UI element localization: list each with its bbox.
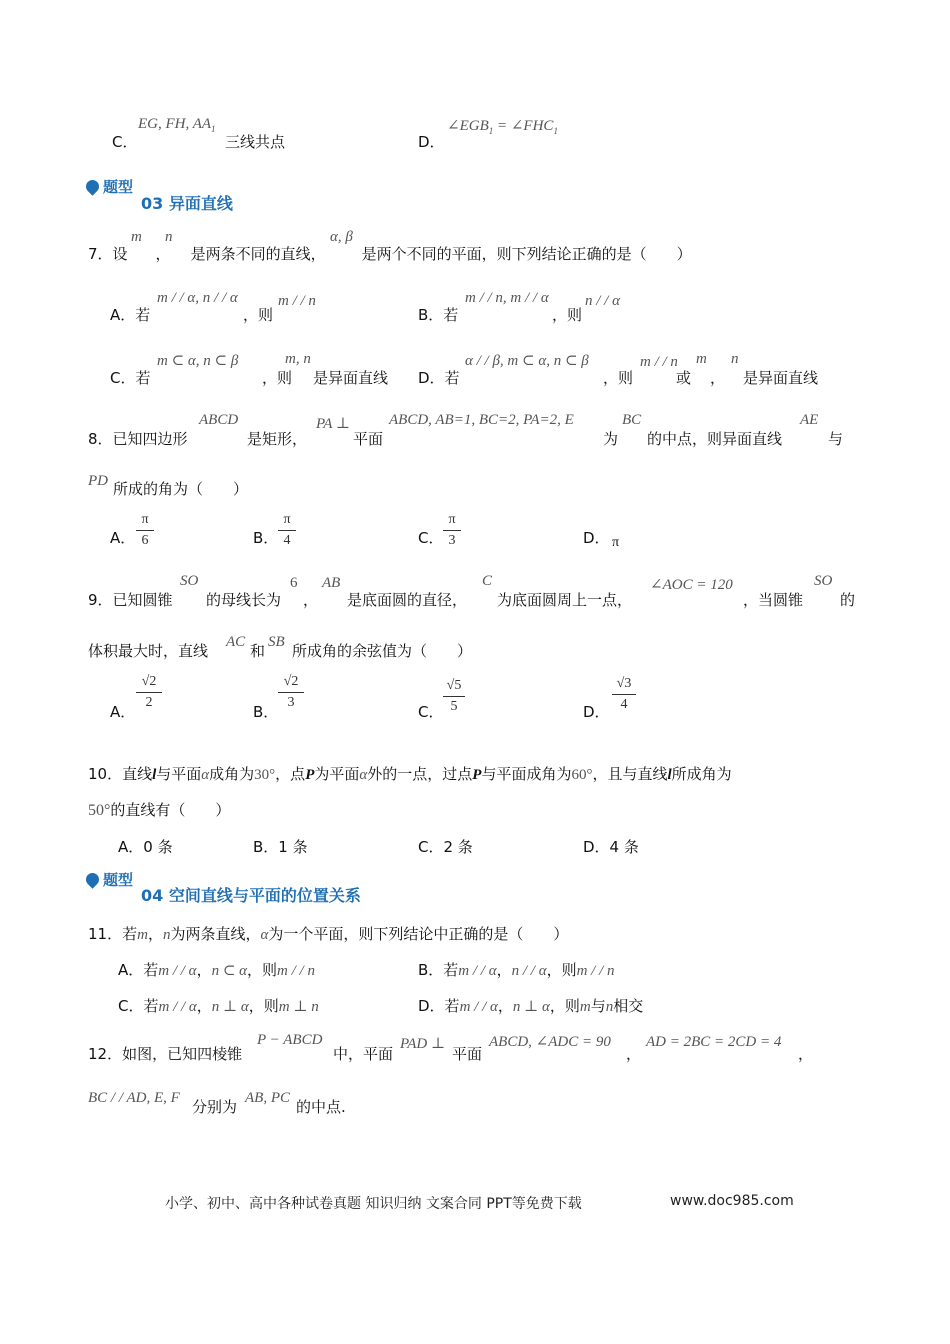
fraction-bar: [278, 530, 296, 531]
math: m: [696, 351, 707, 367]
math: P: [305, 767, 315, 783]
math: α: [260, 927, 269, 943]
math: n: [162, 927, 171, 943]
fraction-den: 4: [283, 533, 291, 548]
math: PAD ⊥: [400, 1036, 446, 1052]
q-text: 是底面圆的直径，: [347, 591, 468, 609]
option-d: [418, 995, 643, 1016]
question-7: [88, 243, 692, 264]
option-text: 是异面直线: [313, 369, 389, 387]
math: ABCD, ∠ADC = 90: [489, 1034, 611, 1050]
option-text: ，则: [603, 369, 634, 387]
math: 6: [290, 575, 298, 591]
q-text: 的: [840, 591, 856, 609]
option-b: B．: [253, 703, 279, 721]
footer-text: 小学、初中、高中各种试卷真题 知识归纳 文案合同 PPT等免费下载: [165, 1196, 582, 1212]
fraction-num: √5: [446, 678, 462, 693]
option-value: π: [612, 535, 620, 550]
q-text: 外的一点，过点: [367, 765, 473, 783]
section-tag-label: 题型: [103, 178, 134, 196]
fraction-num: √2: [141, 674, 157, 689]
option-label: A．若: [110, 306, 151, 324]
q-text: ，: [303, 591, 319, 609]
q-text: 与: [828, 430, 844, 448]
fraction-bar: [136, 530, 154, 531]
q-text: 是矩形，: [247, 430, 308, 448]
section-title: 03 异面直线: [141, 194, 233, 213]
math: m / / n: [640, 354, 678, 370]
math: PA ⊥: [316, 416, 350, 432]
footer-link[interactable]: www.doc985.com: [670, 1193, 794, 1209]
option-text: 三线共点: [225, 133, 286, 151]
option-b: B．若: [418, 306, 459, 324]
q-num: 12．如图，已知四棱锥: [88, 1045, 243, 1063]
option-a: [118, 959, 315, 980]
fraction: [443, 512, 461, 549]
q-text: 为: [603, 430, 619, 448]
option-label: D．若: [418, 997, 460, 1015]
q-num: 10．直线: [88, 765, 153, 783]
q-text: 为底面圆周上一点，: [497, 591, 633, 609]
fraction: [136, 674, 162, 711]
q-text: 与平面成角为: [481, 765, 572, 783]
question-11: [88, 923, 568, 944]
q-text: 与平面: [156, 765, 202, 783]
math: m / / α, n / / α: [157, 290, 238, 306]
q-text: 为平面: [314, 765, 360, 783]
option-b: B．: [253, 529, 279, 547]
option-text: ，: [497, 997, 513, 1015]
math: m ⊂ α, n ⊂ β: [157, 353, 239, 369]
fraction-den: 3: [287, 695, 295, 710]
math: m, n: [285, 351, 311, 367]
option-c: C．2 条: [418, 838, 473, 856]
option-a: [110, 304, 150, 325]
q-text: ，: [155, 245, 171, 263]
math: m: [131, 229, 142, 245]
q-text: 为一个平面，则下列结论中正确的是（ ）: [268, 925, 569, 943]
q-text: ，: [798, 1045, 814, 1063]
fraction: [278, 674, 304, 711]
math-sub: 1: [211, 124, 216, 134]
math: α: [359, 767, 368, 783]
math-sub: 1: [488, 126, 494, 136]
math: AB: [322, 575, 341, 591]
fraction-den: 4: [620, 697, 628, 712]
option-c: C．若: [110, 369, 151, 387]
math: α / / β, m ⊂ α, n ⊂ β: [465, 353, 589, 369]
option-d: D．: [583, 703, 610, 721]
math: 30°: [254, 767, 276, 783]
q-text: 和: [250, 642, 266, 660]
math: m / / n: [576, 963, 615, 979]
math: m / / α: [458, 963, 497, 979]
math: n / / α: [511, 963, 547, 979]
option-d: D．若: [418, 369, 460, 387]
option-c: C．: [418, 703, 444, 721]
math: SB: [268, 634, 285, 650]
math: n ⊂ α: [211, 963, 248, 979]
section-tag: [86, 869, 133, 890]
q-text: ，: [147, 925, 163, 943]
fraction-num: √3: [616, 676, 632, 691]
math: m / / α: [158, 963, 197, 979]
math: ABCD: [199, 412, 239, 428]
option-text: 与: [590, 997, 606, 1015]
question-10: [88, 763, 732, 784]
fraction-bar: [278, 692, 304, 693]
fraction-bar: [443, 696, 465, 697]
option-a: A．0 条: [118, 838, 173, 856]
math: BC / / AD, E, F: [88, 1090, 180, 1106]
option-b: B．1 条: [253, 838, 308, 856]
math: 50°: [88, 802, 111, 819]
option-text: ，则: [262, 369, 293, 387]
q-text: 的中点，则异面直线: [647, 430, 783, 448]
math: m / / n, m / / α: [465, 290, 549, 306]
math: l: [152, 767, 157, 783]
option-b: [418, 959, 615, 980]
fraction: [443, 678, 465, 715]
math: l: [667, 767, 672, 783]
math: PD: [88, 473, 108, 489]
fraction-den: 6: [141, 533, 149, 548]
math: [138, 116, 216, 134]
option-text: ，: [496, 961, 512, 979]
math: n / / α: [585, 293, 620, 309]
option-text: 是异面直线: [743, 369, 819, 387]
math: α: [201, 767, 210, 783]
math: AC: [226, 634, 246, 650]
math: SO: [180, 573, 199, 589]
fraction-bar: [443, 530, 461, 531]
q-num: 8．已知四边形: [88, 430, 188, 448]
math: n: [165, 229, 173, 245]
q-num: 11．若: [88, 925, 138, 943]
option-text: ，则: [247, 961, 278, 979]
option-a: A．: [110, 529, 136, 547]
math: n: [605, 999, 614, 1015]
q-text: 中，平面: [333, 1045, 394, 1063]
q-num: 7．设: [88, 245, 128, 263]
q-text: 的母线长为: [206, 591, 282, 609]
option-text: ，则: [248, 997, 279, 1015]
q-text: 的直线有（ ）: [110, 801, 231, 819]
option-text: ，: [196, 961, 212, 979]
option-text: ，: [196, 997, 212, 1015]
option-text: 或: [676, 369, 692, 387]
math: 60°: [571, 767, 593, 783]
math: n ⊥ α: [512, 999, 550, 1015]
option-d: D．: [583, 529, 610, 547]
fraction-num: √2: [283, 674, 299, 689]
fraction-num: π: [141, 512, 149, 527]
option-text: ，: [710, 369, 726, 387]
fraction: [278, 512, 296, 549]
math: P − ABCD: [257, 1032, 323, 1048]
math: m / / α: [158, 999, 197, 1015]
math: m / / α: [459, 999, 498, 1015]
math: P: [472, 767, 482, 783]
fraction: [612, 676, 636, 713]
math-sub: 1: [553, 126, 558, 136]
q-num: 9．已知圆锥: [88, 591, 173, 609]
math: α, β: [330, 229, 353, 245]
q-text: 平面: [452, 1045, 483, 1063]
q-text: 分别为: [192, 1098, 238, 1116]
option-c: [118, 995, 319, 1016]
math: AD = 2BC = 2CD = 4: [646, 1034, 782, 1050]
fraction-bar: [136, 692, 162, 693]
option-c: [112, 131, 137, 152]
math: AB, PC: [245, 1090, 290, 1106]
math: m / / n: [277, 963, 315, 979]
fraction-den: 2: [145, 695, 153, 710]
math: m: [579, 999, 591, 1015]
math: n: [731, 351, 739, 367]
section-tag-label: 题型: [103, 871, 134, 889]
fraction: [136, 512, 154, 549]
q-text: 的中点.: [296, 1098, 346, 1116]
q-text: 所成的角为（ ）: [113, 480, 249, 498]
q-text: ，: [626, 1045, 642, 1063]
location-pin-icon: [83, 870, 101, 888]
fraction-bar: [612, 694, 636, 695]
option-text: 相交: [613, 997, 644, 1015]
section-title: 04 空间直线与平面的位置关系: [141, 886, 361, 905]
math: m ⊥ n: [278, 999, 319, 1015]
q-text: 是两个不同的平面，则下列结论正确的是（ ）: [361, 245, 692, 263]
option-text: ，则: [546, 961, 577, 979]
math: SO: [814, 573, 833, 589]
option-d: D．4 条: [583, 838, 639, 856]
option-text: ，则: [243, 306, 274, 324]
q-text: 平面: [353, 430, 384, 448]
math: [447, 116, 558, 136]
math: BC: [622, 412, 642, 428]
location-pin-icon: [83, 177, 101, 195]
fraction-den: 5: [450, 699, 458, 714]
math-text: ∠EGB: [447, 118, 489, 134]
option-c: C．: [418, 529, 444, 547]
q-text: ，且与直线: [592, 765, 668, 783]
q-text: 为两条直线，: [170, 925, 261, 943]
fraction-num: π: [448, 512, 456, 527]
math-text: EG, FH, AA: [138, 116, 212, 132]
math-text: = ∠FHC: [493, 118, 554, 134]
option-text: ，则: [549, 997, 580, 1015]
q-text: 成角为: [209, 765, 255, 783]
option-d: D．: [418, 133, 445, 151]
q-text: 是两条不同的直线，: [190, 245, 326, 263]
q-text: 体积最大时，直线: [88, 642, 209, 660]
option-label: B．若: [418, 961, 459, 979]
option-a: A．: [110, 703, 136, 721]
math: m / / n: [278, 293, 316, 309]
math: ABCD, AB=1, BC=2, PA=2, E: [389, 412, 574, 428]
q-text: ，当圆锥: [743, 591, 804, 609]
option-label: C．若: [118, 997, 159, 1015]
q-text: 所成角为: [671, 765, 732, 783]
math: C: [482, 573, 493, 589]
question-10-line2: [88, 799, 230, 820]
math: n ⊥ α: [211, 999, 249, 1015]
fraction-num: π: [283, 512, 291, 527]
math: AE: [800, 412, 819, 428]
q-text: 所成角的余弦值为（ ）: [292, 642, 473, 660]
section-tag: [86, 176, 133, 197]
fraction-den: 3: [448, 533, 456, 548]
option-text: ，则: [552, 306, 583, 324]
q-text: ，点: [275, 765, 306, 783]
option-label: C．: [112, 133, 138, 151]
math: m: [137, 927, 148, 943]
math: ∠AOC = 120: [650, 577, 733, 593]
option-label: A．若: [118, 961, 159, 979]
